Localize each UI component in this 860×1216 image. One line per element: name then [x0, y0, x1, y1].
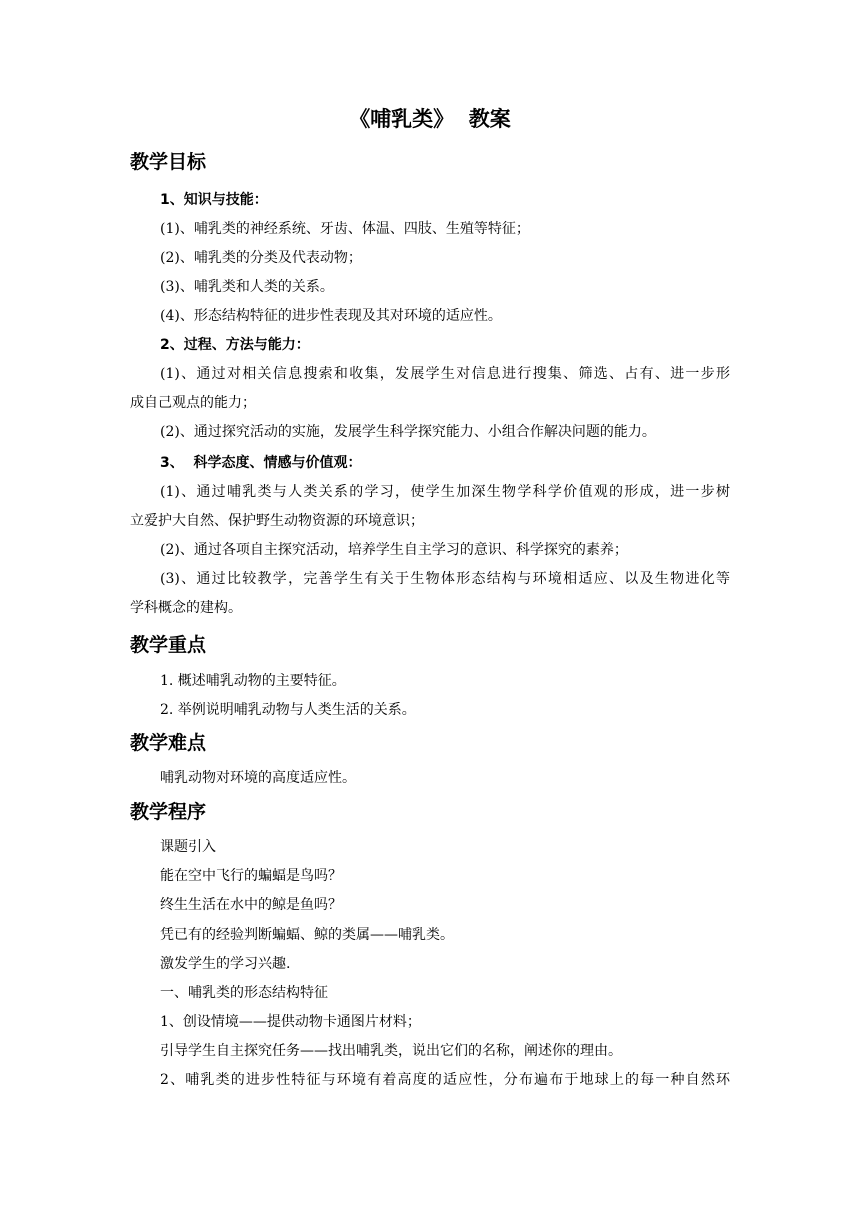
section-heading-goals: 教学目标: [130, 151, 207, 173]
paragraph-line: (3)、哺乳类和人类的关系。: [160, 279, 334, 295]
paragraph-line: 1. 概述哺乳动物的主要特征。: [160, 673, 346, 689]
paragraph-line: 立爱护大自然、保护野生动物资源的环境意识；: [130, 513, 424, 529]
paragraph-line: 引导学生自主探究任务——找出哺乳类，说出它们的名称，阐述你的理由。: [160, 1043, 622, 1059]
paragraph-line: 1、创设情境——提供动物卡通图片材料；: [160, 1014, 421, 1030]
paragraph-line: 成自己观点的能力；: [130, 395, 256, 411]
subsection-heading-attitude: 3、 科学态度、情感与价值观：: [160, 455, 362, 471]
paragraph-line: 哺乳动物对环境的高度适应性。: [160, 770, 356, 786]
paragraph-line: (2)、哺乳类的分类及代表动物；: [160, 250, 362, 266]
paragraph-line: (1)、通过哺乳类与人类关系的学习，使学生加深生物学科学价值观的形成，进一步树: [160, 484, 730, 500]
paragraph-line: 学科概念的建构。: [130, 600, 242, 616]
paragraph-line: 激发学生的学习兴趣.: [160, 956, 291, 972]
paragraph-line: 2、哺乳类的进步性特征与环境有着高度的适应性，分布遍布于地球上的每一种自然环: [160, 1072, 730, 1088]
section-heading-key-points: 教学重点: [130, 634, 207, 656]
paragraph-line: (1)、通过对相关信息搜索和收集，发展学生对信息进行搜集、筛选、占有、进一步形: [160, 366, 730, 382]
paragraph-line: (2)、通过探究活动的实施，发展学生科学探究能力、小组合作解决问题的能力。: [160, 424, 656, 440]
paragraph-line: 凭已有的经验判断蝙蝠、鲸的类属——哺乳类。: [160, 927, 454, 943]
section-heading-procedure: 教学程序: [130, 801, 207, 823]
section-heading-difficulties: 教学难点: [130, 732, 207, 754]
paragraph-line: (4)、形态结构特征的进步性表现及其对环境的适应性。: [160, 308, 502, 324]
paragraph-line: 课题引入: [160, 839, 216, 855]
document-title: 《哺乳类》 教案: [349, 107, 511, 131]
paragraph-line: (1)、哺乳类的神经系统、牙齿、体温、四肢、生殖等特征；: [160, 221, 530, 237]
paragraph-line: 2. 举例说明哺乳动物与人类生活的关系。: [160, 702, 416, 718]
paragraph-line: 一、哺乳类的形态结构特征: [160, 985, 328, 1001]
subsection-heading-knowledge: 1、知识与技能：: [160, 192, 268, 208]
paragraph-line: 能在空中飞行的蝙蝠是鸟吗？: [160, 868, 342, 884]
paragraph-line: 终生生活在水中的鲸是鱼吗？: [160, 897, 342, 913]
paragraph-line: (3)、通过比较教学，完善学生有关于生物体形态结构与环境相适应、以及生物进化等: [160, 571, 730, 587]
subsection-heading-process: 2、过程、方法与能力：: [160, 337, 310, 353]
paragraph-line: (2)、通过各项自主探究活动，培养学生自主学习的意识、科学探究的素养；: [160, 542, 628, 558]
